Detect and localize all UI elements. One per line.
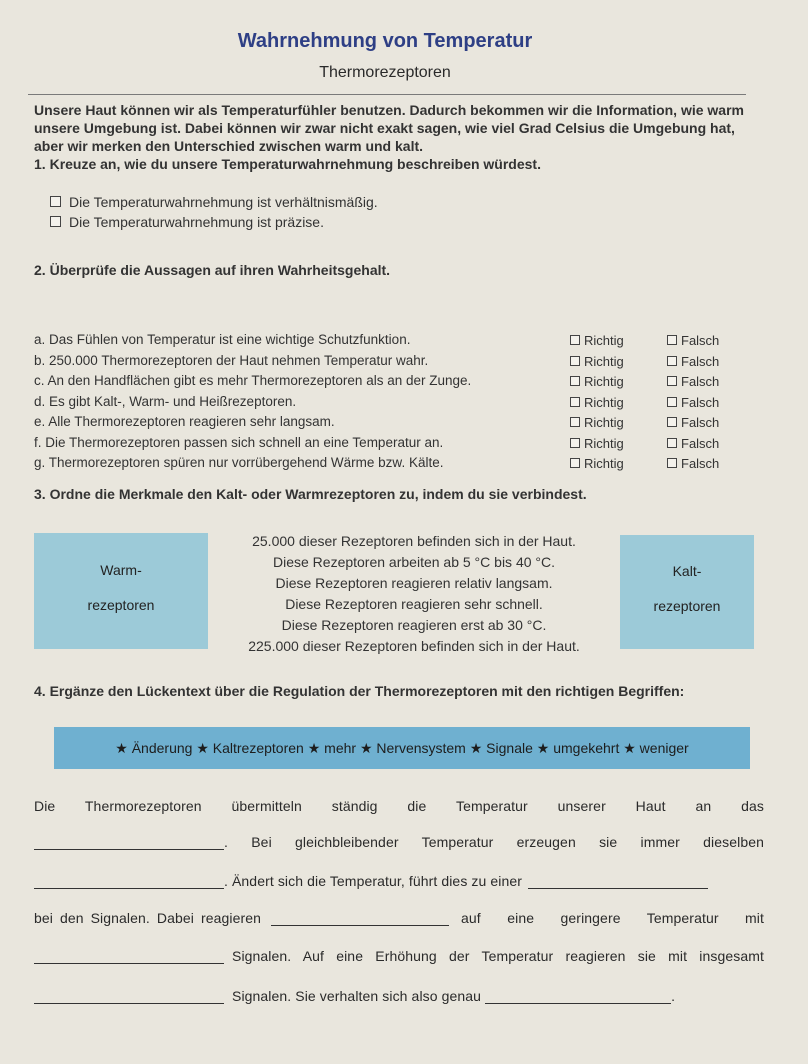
checkbox-icon[interactable] — [667, 417, 677, 427]
q1-option-2-label: Die Temperaturwahrnehmung ist präzise. — [69, 214, 324, 230]
checkbox-icon[interactable] — [667, 335, 677, 345]
checkbox-icon[interactable] — [50, 216, 61, 227]
statement-text: a. Das Fühlen von Temperatur ist eine wichtige Schutzfunktion. — [34, 332, 411, 347]
false-checkbox[interactable] — [667, 395, 719, 410]
true-checkbox[interactable] — [570, 456, 624, 471]
cloze-line-1: Die Thermorezeptoren übermitteln ständig die Temperatur unserer Haut an das — [34, 798, 764, 814]
question-1 — [34, 156, 541, 172]
cloze-line-2 — [34, 834, 764, 850]
false-checkbox-label: Falsch — [681, 436, 720, 451]
question-3 — [34, 486, 587, 502]
checkbox-icon[interactable] — [570, 356, 580, 366]
true-checkbox-label: Richtig — [584, 415, 624, 430]
true-checkbox-label: Richtig — [584, 395, 624, 410]
cloze-line-3-text: . Ändert sich die Temperatur, führt dies zu einer — [224, 873, 523, 889]
false-checkbox-label: Falsch — [681, 374, 720, 389]
q1-option-1-label: Die Temperaturwahrnehmung ist verhältnismäßig. — [69, 194, 378, 210]
true-checkbox-label: Richtig — [584, 374, 624, 389]
true-checkbox[interactable] — [570, 436, 624, 451]
false-checkbox[interactable] — [667, 333, 719, 348]
cloze-line-4 — [34, 910, 764, 926]
true-checkbox[interactable] — [570, 415, 624, 430]
false-checkbox-label: Falsch — [681, 395, 720, 410]
warm-label-line1: Warm- — [100, 562, 142, 578]
false-checkbox[interactable] — [667, 374, 719, 389]
intro-text: Unsere Haut können wir als Temperaturfühler benutzen. Dadurch bekommen wir die Information, wie warm unsere Umgebung ist. Dabei können wir zwar nicht exakt sagen, wie viel Grad Celsius die Umgebung hat, aber wir merken den Unterschied zwischen warm und kalt. — [34, 102, 744, 154]
checkbox-icon[interactable] — [570, 417, 580, 427]
cloze-line-6-end: . — [671, 988, 676, 1004]
cold-label-line2: rezeptoren — [653, 598, 721, 614]
false-checkbox-label: Falsch — [681, 415, 720, 430]
cloze-line-4-text-b: auf eine geringere Temperatur mit — [461, 910, 764, 926]
statement-text: d. Es gibt Kalt-, Warm- und Heißrezeptoren. — [34, 394, 297, 409]
question-1-text: Kreuze an, wie du unsere Temperaturwahrnehmung beschreiben würdest. — [49, 156, 541, 172]
question-3-number: 3. — [34, 486, 46, 502]
false-checkbox[interactable] — [667, 354, 719, 369]
checkbox-icon[interactable] — [667, 458, 677, 468]
false-checkbox[interactable] — [667, 415, 719, 430]
false-checkbox[interactable] — [667, 456, 719, 471]
warm-label-line2: rezeptoren — [87, 597, 155, 613]
true-checkbox[interactable] — [570, 374, 624, 389]
false-checkbox-label: Falsch — [681, 333, 720, 348]
blank-input[interactable] — [271, 911, 449, 926]
checkbox-icon[interactable] — [667, 438, 677, 448]
feature-item[interactable]: Diese Rezeptoren reagieren erst ab 30 °C. — [281, 617, 547, 633]
blank-input[interactable] — [485, 989, 671, 1004]
cloze-line-3 — [34, 873, 764, 889]
checkbox-icon[interactable] — [570, 438, 580, 448]
true-checkbox[interactable] — [570, 354, 624, 369]
checkbox-icon[interactable] — [570, 376, 580, 386]
cold-label-line1: Kalt- — [672, 563, 702, 579]
feature-item[interactable]: Diese Rezeptoren reagieren sehr schnell. — [285, 596, 543, 612]
checkbox-icon[interactable] — [570, 397, 580, 407]
feature-item[interactable]: 25.000 dieser Rezeptoren befinden sich in der Haut. — [252, 533, 576, 549]
cloze-line-6-text: Signalen. Sie verhalten sich also genau — [232, 988, 482, 1004]
checkbox-icon[interactable] — [667, 376, 677, 386]
checkbox-icon[interactable] — [570, 335, 580, 345]
word-bank: ★ Änderung ★ Kaltrezeptoren ★ mehr ★ Nervensystem ★ Signale ★ umgekehrt ★ weniger — [54, 727, 750, 769]
question-4-text: Ergänze den Lückentext über die Regulation der Thermorezeptoren mit den richtigen Begriffen: — [49, 683, 685, 699]
statement-text: g. Thermorezeptoren spüren nur vorrübergehend Wärme bzw. Kälte. — [34, 455, 444, 470]
cloze-line-4-text-a: bei den Signalen. Dabei reagieren — [34, 910, 262, 926]
false-checkbox[interactable] — [667, 436, 719, 451]
cold-receptor-box[interactable] — [620, 535, 754, 649]
statement-text: b. 250.000 Thermorezeptoren der Haut nehmen Temperatur wahr. — [34, 353, 429, 368]
blank-input[interactable] — [34, 989, 224, 1004]
question-2-text: Überprüfe die Aussagen auf ihren Wahrheitsgehalt. — [49, 262, 391, 278]
checkbox-icon[interactable] — [50, 196, 61, 207]
cloze-line-5-text: Signalen. Auf eine Erhöhung der Temperatur reagieren sie mit insgesamt — [232, 948, 764, 964]
true-checkbox-label: Richtig — [584, 436, 624, 451]
question-4-number: 4. — [34, 683, 46, 699]
true-checkbox-label: Richtig — [584, 333, 624, 348]
true-checkbox[interactable] — [570, 333, 624, 348]
blank-input[interactable] — [34, 835, 224, 850]
cloze-line-6 — [34, 988, 764, 1004]
checkbox-icon[interactable] — [667, 397, 677, 407]
question-2-number: 2. — [34, 262, 46, 278]
statement-text: f. Die Thermorezeptoren passen sich schnell an eine Temperatur an. — [34, 435, 444, 450]
feature-item[interactable]: Diese Rezeptoren arbeiten ab 5 °C bis 40 °C. — [272, 554, 556, 570]
checkbox-icon[interactable] — [570, 458, 580, 468]
q1-option-2[interactable] — [50, 214, 324, 230]
blank-input[interactable] — [528, 874, 708, 889]
statement-text: c. An den Handflächen gibt es mehr Thermorezeptoren als an der Zunge. — [34, 373, 472, 388]
checkbox-icon[interactable] — [667, 356, 677, 366]
question-2 — [34, 262, 390, 278]
page-subtitle: Thermorezeptoren — [319, 64, 451, 81]
true-checkbox-label: Richtig — [584, 456, 624, 471]
q1-option-1[interactable] — [50, 194, 378, 210]
false-checkbox-label: Falsch — [681, 354, 720, 369]
page-title: Wahrnehmung von Temperatur — [237, 30, 533, 52]
feature-item[interactable]: Diese Rezeptoren reagieren relativ langsam. — [275, 575, 553, 591]
true-checkbox[interactable] — [570, 395, 624, 410]
blank-input[interactable] — [34, 949, 224, 964]
false-checkbox-label: Falsch — [681, 456, 720, 471]
question-3-text: Ordne die Merkmale den Kalt- oder Warmrezeptoren zu, indem du sie verbindest. — [49, 486, 587, 502]
feature-item[interactable]: 225.000 dieser Rezeptoren befinden sich in der Haut. — [248, 638, 580, 654]
question-1-number: 1. — [34, 156, 46, 172]
warm-receptor-box[interactable] — [34, 533, 208, 649]
statement-text: e. Alle Thermorezeptoren reagieren sehr langsam. — [34, 414, 335, 429]
cloze-line-2-text: . Bei gleichbleibender Temperatur erzeugen sie immer dieselben — [224, 834, 764, 850]
question-4 — [34, 683, 684, 699]
title-divider — [28, 94, 746, 95]
true-checkbox-label: Richtig — [584, 354, 624, 369]
cloze-line-5 — [34, 948, 764, 964]
blank-input[interactable] — [34, 874, 224, 889]
